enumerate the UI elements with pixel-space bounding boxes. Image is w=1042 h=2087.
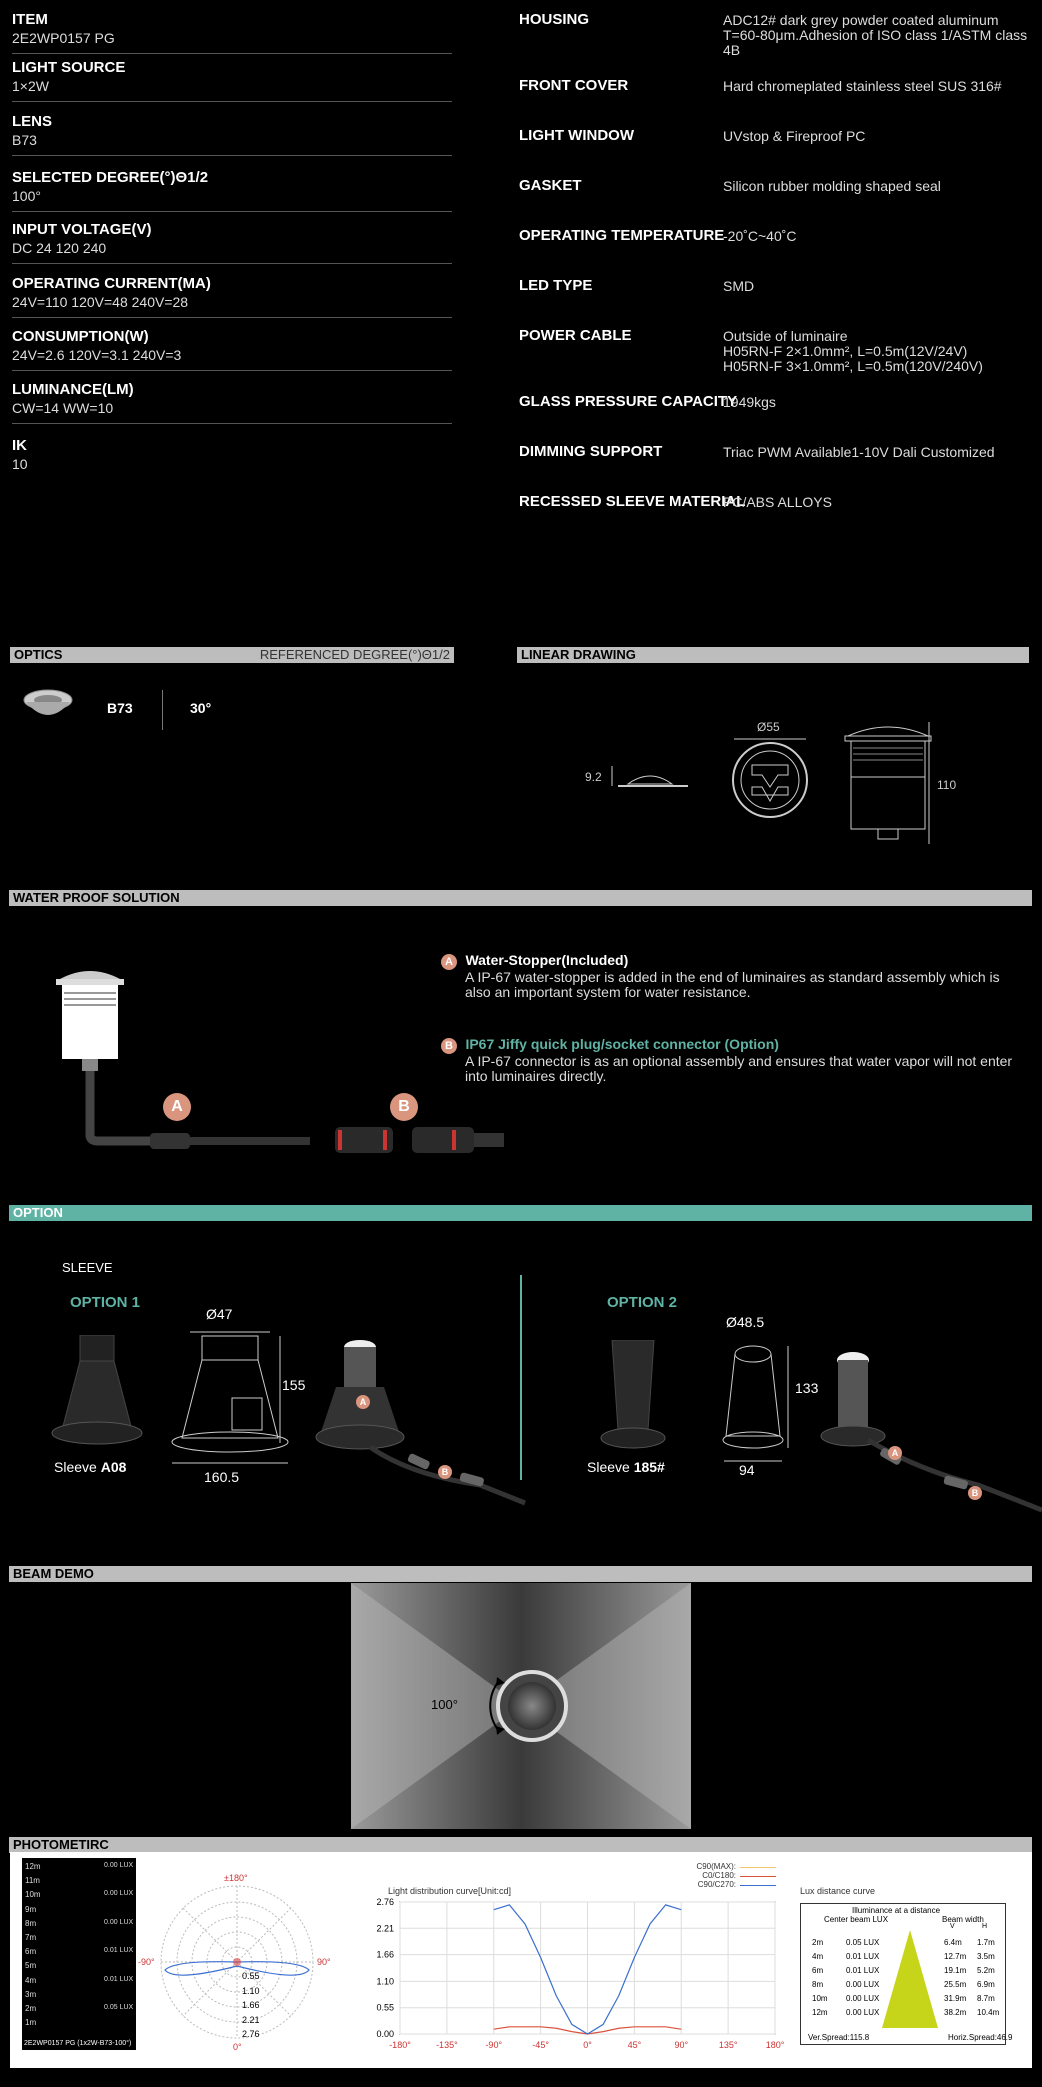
optics-referenced-degree: REFERENCED DEGREE(°)Θ1/2 [259, 647, 450, 662]
option-2-height: 133 [795, 1380, 819, 1396]
optics-divider [162, 690, 163, 730]
lux-tower-distance: 2m [25, 2004, 37, 2013]
left-spec-value: DC 24 120 240 [12, 240, 107, 256]
lux-distance-m: 10m [812, 1994, 828, 2003]
polar-tick: 0.55 [242, 1971, 260, 1981]
option-1-code: A08 [100, 1459, 127, 1475]
option-bar [9, 1205, 1032, 1221]
badge-a-illustration: A [163, 1093, 191, 1121]
option-2-assembly-photo [818, 1350, 1042, 1540]
waterproof-item-b [441, 1036, 1021, 1084]
lux-distance-v: 25.5m [944, 1980, 967, 1989]
y-tick-label: 2.21 [376, 1923, 394, 1934]
option-title: OPTION [13, 1205, 63, 1220]
left-spec-value: CW=14 WW=10 [12, 400, 114, 416]
lux-tower-value: 0.00 LUX [104, 1890, 134, 1898]
right-spec-label: POWER CABLE [519, 327, 632, 344]
left-spec-divider [12, 101, 452, 102]
beam-angle: 100° [431, 1697, 458, 1712]
lux-distance-h: 3.5m [977, 1952, 995, 1961]
x-tick-label: 180° [765, 2040, 785, 2050]
y-tick-label: 2.76 [376, 1897, 394, 1907]
right-spec-value: UVstop & Fireproof PC [723, 128, 866, 144]
option-2-name [587, 1459, 665, 1475]
lux-tower-value: 0.00 LUX [104, 1862, 134, 1869]
lux-distance-m: 12m [812, 2008, 828, 2017]
side-profile-drawing [610, 764, 690, 794]
lux-distance-h: 1.7m [977, 1938, 995, 1947]
beam-demo-bar [9, 1566, 1032, 1582]
option-2-width: 94 [739, 1462, 755, 1478]
polar-bottom-label: 0° [233, 2042, 242, 2052]
waterproof-bar [9, 890, 1032, 906]
right-spec-label: HOUSING [519, 11, 590, 28]
polar-left-label: -90° [138, 1957, 155, 1967]
photometric-title: PHOTOMETIRC [13, 1837, 109, 1852]
lux-tower-distance: 8m [25, 1918, 37, 1928]
polar-tick: 2.21 [242, 2014, 260, 2025]
right-spec-label: LIGHT WINDOW [519, 127, 634, 144]
left-spec-divider [12, 53, 452, 54]
option-2-label: OPTION 2 [607, 1294, 678, 1311]
curve-title: Light distribution curve[Unit:cd] [388, 1886, 512, 1896]
lux-tower-distance: 12m [25, 1862, 41, 1871]
x-tick-label: 135° [718, 2040, 738, 2050]
optics-degree: 30° [190, 700, 212, 716]
polar-tick: 1.66 [242, 2000, 260, 2010]
option-1-name-prefix: Sleeve [54, 1459, 101, 1475]
waterproof-title: WATER PROOF SOLUTION [13, 890, 180, 905]
front-view-drawing [730, 735, 810, 825]
left-spec-value: 100° [12, 188, 41, 204]
ver-spread: Ver.Spread:115.8 [808, 2033, 870, 2042]
optics-lens: B73 [107, 700, 133, 716]
lux-tower-caption: 2E2WP0157 PG (1x2W-B73-100°) [24, 2040, 132, 2047]
lux-distance-lux: 0.01 LUX [846, 1952, 880, 1961]
lux-distance-lux: 0.00 LUX [846, 1980, 880, 1989]
photometric-bar [9, 1837, 1032, 1853]
lux-distance-v: 38.2m [944, 2008, 967, 2017]
polar-right-label: 90° [317, 1957, 331, 1967]
left-spec-value: 10 [12, 456, 28, 472]
x-tick-label: 0° [583, 2040, 592, 2050]
lux-distance-lux: 0.01 LUX [846, 1966, 880, 1975]
option-2-badge-a: A [888, 1446, 902, 1460]
x-tick-label: -45° [532, 2040, 549, 2050]
left-spec-label: LUMINANCE(LM) [12, 381, 134, 398]
lux-distance-m: 2m [812, 1938, 824, 1947]
right-spec-value: PC/ABS ALLOYS [723, 494, 832, 510]
left-spec-divider [12, 155, 452, 156]
left-spec-divider [12, 317, 452, 318]
lens-icon [20, 688, 76, 724]
option-1-width: 160.5 [204, 1469, 240, 1485]
y-tick-label: 1.10 [376, 1976, 394, 1987]
left-spec-divider [12, 423, 452, 424]
hor-spread: Horiz.Spread:46.9 [948, 2033, 1013, 2042]
polar-diagram [155, 1870, 325, 2045]
left-spec-label: LENS [12, 113, 53, 130]
sleeve-185-drawing [718, 1336, 798, 1466]
lux-tower-distance: 10m [25, 1890, 41, 1900]
x-tick-label: -90° [485, 2040, 503, 2050]
right-spec-label: OPERATING TEMPERATURE [519, 227, 725, 244]
option-1-name [54, 1459, 126, 1475]
lux-tower-distance: 7m [25, 1933, 37, 1942]
option-1-badge-b: B [438, 1465, 452, 1479]
lux-distance-v: 12.7m [944, 1952, 967, 1961]
lux-distance-m: 6m [812, 1966, 824, 1975]
lux-distance-h: 6.9m [977, 1980, 995, 1989]
linear-drawing-bar [517, 647, 1029, 663]
right-spec-label: FRONT COVER [519, 77, 629, 94]
linear-drawing-title: LINEAR DRAWING [521, 647, 636, 662]
lux-distance-v: 6.4m [944, 1938, 962, 1947]
right-spec-label: DIMMING SUPPORT [519, 443, 663, 460]
lux-distance-h: 10.4m [977, 2008, 1000, 2017]
left-spec-label: CONSUMPTION(W) [12, 328, 149, 345]
waterproof-a-title: Water-Stopper(Included) [465, 952, 629, 968]
light-distribution-chart [360, 1894, 790, 2059]
polar-top-label: ±180° [224, 1873, 248, 1883]
left-spec-divider [12, 211, 452, 212]
right-spec-value: Triac PWM Available1-10V Dali Customized [723, 444, 995, 460]
lux-distance-m: 8m [812, 1980, 824, 1989]
y-tick-label: 1.66 [376, 1949, 394, 1960]
left-spec-label: SELECTED DEGREE(°)Θ1/2 [12, 169, 209, 186]
lux-distance-h: H [982, 1923, 988, 1930]
right-spec-label: GASKET [519, 177, 582, 194]
sleeve-a08-photo [50, 1335, 145, 1450]
legend-swatch [740, 1867, 776, 1868]
lux-distance-v: 19.1m [944, 1966, 967, 1975]
lux-tower-distance: 9m [25, 1904, 37, 1914]
lux-tower-value: 0.00 LUX [104, 1918, 134, 1926]
badge-a: A [441, 954, 457, 970]
waterproof-a-text: A IP-67 water-stopper is added in the end of luminaires as standard assembly which is also an important system for water resistance. [465, 969, 1000, 1000]
lux-distance-head: Illuminance at a distance [852, 1906, 941, 1915]
legend-entry: C90(MAX): [696, 1862, 736, 1871]
luminaire-outline-drawing [843, 722, 933, 847]
lux-distance-center: Center beam LUX [824, 1915, 889, 1924]
legend-entry: C0/C180: [702, 1871, 736, 1880]
option-1-assembly-photo [310, 1335, 530, 1525]
legend-entry: C90/C270: [697, 1880, 736, 1889]
sleeve-a08-drawing [170, 1328, 300, 1473]
x-tick-label: -135° [436, 2040, 458, 2050]
lux-tower-distance: 4m [25, 1975, 37, 1985]
polar-tick: 2.76 [242, 2029, 260, 2039]
badge-b-illustration: B [390, 1093, 418, 1121]
right-spec-label: GLASS PRESSURE CAPACITY [519, 393, 738, 410]
left-spec-label: IK [12, 437, 27, 454]
beam-demo-image [351, 1583, 691, 1829]
lux-distance-beam: Beam width [942, 1915, 984, 1924]
lux-distance-lux: 0.00 LUX [846, 2008, 880, 2017]
legend-swatch [740, 1885, 776, 1886]
lux-tower-distance: 5m [25, 1961, 37, 1971]
linear-height-small: 9.2 [585, 770, 602, 784]
right-spec-value: -20˚C~40˚C [723, 228, 797, 244]
lux-distance-v: 31.9m [944, 1994, 967, 2003]
optics-title: OPTICS [14, 647, 63, 662]
right-spec-value: Outside of luminaire H05RN-F 2×1.0mm², L=0.5m(12V/24V) H05RN-F 3×1.0mm², L=0.5m(120V/240V) [723, 328, 983, 374]
option-1-diameter: Ø47 [206, 1306, 233, 1322]
sleeve-185-photo [598, 1340, 668, 1455]
right-spec-value: Silicon rubber molding shaped seal [723, 178, 941, 194]
sleeve-label: SLEEVE [62, 1260, 113, 1275]
lux-distance-v: V [950, 1923, 955, 1930]
lux-tower-value: 0.01 LUX [104, 1975, 134, 1983]
right-spec-value: ADC12# dark grey powder coated aluminum T=60-80μm.Adhesion of ISO class 1/ASTM class 4B [723, 12, 1028, 58]
linear-height-large: 110 [937, 778, 957, 792]
left-spec-value: 2E2WP0157 PG [12, 30, 115, 46]
lux-tower-distance: 1m [25, 2018, 37, 2028]
left-spec-divider [12, 370, 452, 371]
option-2-badge-b: B [968, 1486, 982, 1500]
x-tick-label: 90° [674, 2040, 689, 2050]
x-tick-label: -180° [389, 2040, 411, 2050]
lux-tower-distance: 3m [25, 1989, 37, 1999]
badge-b: B [441, 1038, 457, 1054]
lux-tower-distance: 6m [25, 1947, 37, 1957]
right-spec-label: RECESSED SLEEVE MATERIAL [519, 493, 746, 510]
lux-distance-lux: 0.00 LUX [846, 1994, 880, 2003]
waterproof-item-a [441, 952, 1021, 1000]
left-spec-label: INPUT VOLTAGE(V) [12, 221, 152, 238]
option-1-label: OPTION 1 [70, 1294, 141, 1311]
option-2-diameter: Ø48.5 [726, 1314, 765, 1330]
option-1-height: 155 [282, 1377, 306, 1393]
lux-distance-h: 5.2m [977, 1966, 995, 1975]
lux-tower-value: 0.01 LUX [104, 1947, 134, 1955]
left-spec-label: OPERATING CURRENT(MA) [12, 275, 211, 292]
right-spec-value: 1949kgs [723, 394, 776, 410]
waterproof-b-text: A IP-67 connector is as an optional assembly and ensures that water vapor will not enter into luminaires directly. [465, 1053, 1013, 1084]
lux-distance-h: 8.7m [977, 1994, 995, 2003]
lux-tower-distance: 11m [25, 1876, 40, 1886]
linear-diameter: Ø55 [757, 720, 780, 734]
left-spec-label: ITEM [12, 11, 48, 28]
lux-tower-value: 0.05 LUX [104, 2004, 134, 2011]
y-tick-label: 0.00 [376, 2029, 394, 2039]
left-spec-label: LIGHT SOURCE [12, 59, 126, 76]
left-spec-divider [12, 263, 452, 264]
right-spec-value: Hard chromeplated stainless steel SUS 316# [723, 78, 1002, 94]
polar-tick: 1.10 [242, 1985, 260, 1996]
option-2-name-prefix: Sleeve [587, 1459, 634, 1475]
right-spec-label: LED TYPE [519, 277, 593, 294]
legend-swatch [740, 1876, 776, 1877]
waterproof-b-title: IP67 Jiffy quick plug/socket connector (Option) [465, 1036, 779, 1052]
left-spec-value: 24V=110 120V=48 240V=28 [12, 294, 189, 310]
left-spec-value: 1×2W [12, 78, 49, 94]
x-tick-label: 45° [627, 2040, 642, 2050]
lux-cone [880, 1930, 940, 2030]
right-spec-value: SMD [723, 278, 755, 294]
lux-distance-m: 4m [812, 1952, 824, 1961]
y-tick-label: 0.55 [376, 2002, 394, 2013]
left-spec-value: 24V=2.6 120V=3.1 240V=3 [12, 347, 182, 363]
left-spec-value: B73 [12, 132, 37, 148]
optics-bar [10, 647, 454, 663]
lux-distance-title: Lux distance curve [800, 1886, 876, 1896]
option-2-code: 185# [633, 1459, 665, 1475]
beam-demo-title: BEAM DEMO [13, 1566, 94, 1581]
lux-distance-lux: 0.05 LUX [846, 1938, 880, 1947]
option-1-badge-a: A [356, 1395, 370, 1409]
